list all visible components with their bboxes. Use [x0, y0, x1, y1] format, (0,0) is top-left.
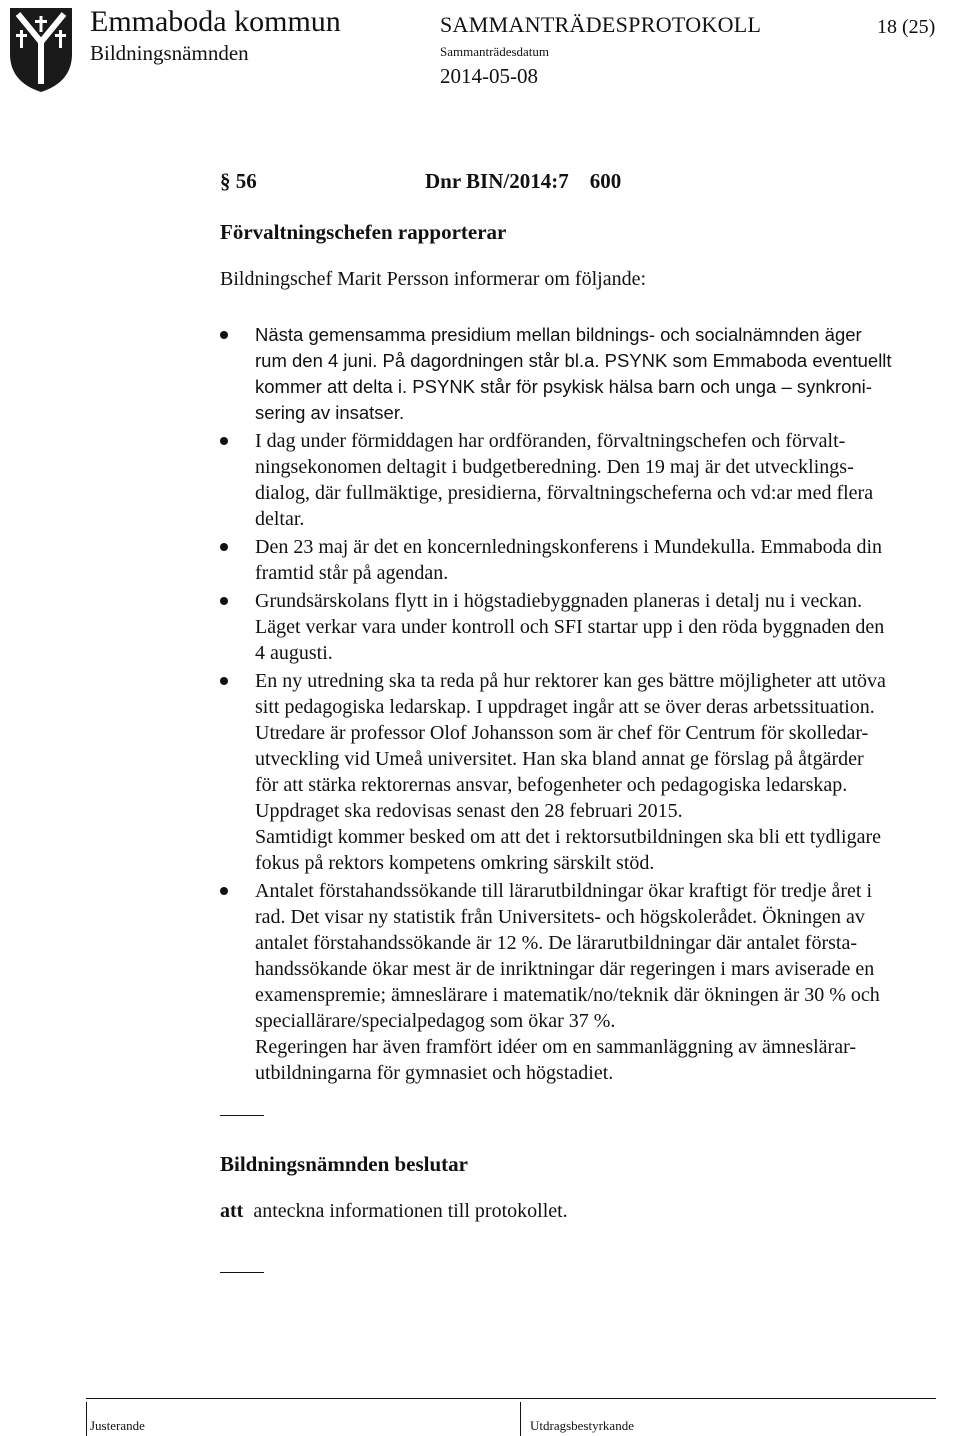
list-item-line: speciallärare/specialpedagog som ökar 37 %.	[255, 1010, 616, 1032]
decision-heading: Bildningsnämnden beslutar	[220, 1152, 469, 1176]
organization-name: Emmaboda kommun	[90, 5, 341, 38]
section-divider	[220, 1115, 264, 1116]
list-item-line: deltar.	[255, 508, 305, 530]
list-item-line: utbildningarna för gymnasiet och högstadiet.	[255, 1062, 614, 1084]
list-item	[255, 588, 955, 666]
document-type: SAMMANTRÄDESPROTOKOLL	[440, 12, 762, 37]
meeting-date-label: Sammanträdesdatum	[440, 44, 550, 59]
signature-box-divider	[86, 1402, 87, 1436]
list-item-line: antalet förstahandssökande är 12 %. De lärarutbildningar där antalet första-	[255, 932, 857, 954]
list-item-line: Regeringen har även framfört idéer om en sammanläggning av ämneslärar-	[255, 1036, 857, 1058]
coat-of-arms-icon	[6, 4, 76, 94]
list-item	[255, 428, 955, 532]
bullet-icon	[220, 887, 228, 895]
list-item-line: rad. Det visar ny statistik från Universitets- och högskolerådet. Ökningen av	[255, 906, 865, 928]
list-item-line: framtid står på agendan.	[255, 562, 449, 584]
decision-keyword: att	[220, 1200, 244, 1222]
signature-box-divider	[520, 1402, 521, 1436]
decision-text	[220, 1200, 568, 1223]
list-item-line: Grundsärskolans flytt in i högstadiebyggnaden planeras i detalj nu i veckan.	[255, 590, 863, 612]
list-item-line: utveckling vid Umeå universitet. Han ska bland annat ge förslag på åtgärder	[255, 748, 864, 770]
list-item	[255, 322, 955, 426]
list-item-line: En ny utredning ska ta reda på hur rektorer kan ges bättre möjligheter att utöva	[255, 670, 886, 692]
list-item-line: för att stärka rektorernas ansvar, befogenheter och pedagogiska ledarskap.	[255, 774, 848, 796]
list-item-line: kommer att delta i. PSYNK står för psykisk hälsa barn och unga – synkroni-	[255, 376, 872, 397]
list-item-line: dialog, där fullmäktige, presidierna, förvaltningscheferna och vd:ar med flera	[255, 482, 874, 504]
list-item-line: Antalet förstahandssökande till lärarutbildningar ökar kraftigt för tredje året i	[255, 880, 873, 902]
section-title: Förvaltningschefen rapporterar	[220, 220, 507, 244]
list-item-line: Nästa gemensamma presidium mellan bildnings- och socialnämnden äger	[255, 324, 862, 345]
list-item-line: I dag under förmiddagen har ordföranden, förvaltningschefen och förvalt-	[255, 430, 846, 452]
bullet-icon	[220, 543, 228, 551]
utdragsbestyrkande-label: Utdragsbestyrkande	[530, 1418, 634, 1433]
list-item-line: sering av insatser.	[255, 402, 405, 423]
bullet-icon	[220, 677, 228, 685]
list-item-line: sitt pedagogiska ledarskap. I uppdraget ingår att se över deras arbetssituation.	[255, 696, 875, 718]
list-item	[255, 534, 955, 586]
dnr-number: Dnr BIN/2014:7 600	[425, 169, 622, 193]
list-item-line: Uppdraget ska redovisas senast den 28 februari 2015.	[255, 800, 683, 822]
bullet-icon	[220, 437, 228, 445]
bullet-icon	[220, 331, 228, 339]
list-item-line: Samtidigt kommer besked om att det i rektorsutbildningen ska bli ett tydligare	[255, 826, 881, 848]
list-item-line: 4 augusti.	[255, 642, 333, 664]
list-item-line: Läget verkar vara under kontroll och SFI startar upp i den röda byggnaden den	[255, 616, 885, 638]
list-item-line: fokus på rektors kompetens omkring särskilt stöd.	[255, 852, 655, 874]
bullet-list	[255, 322, 955, 1088]
page-number: 18 (25)	[877, 16, 936, 38]
list-item-line: rum den 4 juni. På dagordningen står bl.a. PSYNK som Emmaboda eventuellt	[255, 350, 892, 371]
section-heading	[220, 169, 622, 194]
paragraph-number: § 56	[220, 169, 257, 193]
list-item-line: Utredare är professor Olof Johansson som är chef för Centrum för skolledar-	[255, 722, 869, 744]
decision-body: anteckna informationen till protokollet.	[253, 1200, 568, 1222]
list-item-line: Den 23 maj är det en koncernledningskonferens i Mundekulla. Emmaboda din	[255, 536, 883, 558]
footer-line	[86, 1398, 936, 1399]
bullet-icon	[220, 597, 228, 605]
meeting-date: 2014-05-08	[440, 64, 538, 88]
intro-text: Bildningschef Marit Persson informerar om följande:	[220, 268, 647, 290]
list-item-line: handssökande ökar mest är de inriktningar där regeringen i mars aviserade en	[255, 958, 875, 980]
section-divider	[220, 1272, 264, 1273]
list-item	[255, 668, 955, 876]
list-item	[255, 878, 955, 1086]
department-name: Bildningsnämnden	[90, 41, 249, 65]
list-item-line: examenspremie; ämneslärare i matematik/no/teknik där ökningen är 30 % och	[255, 984, 880, 1006]
justerande-label: Justerande	[90, 1418, 145, 1433]
list-item-line: ningsekonomen deltagit i budgetberedning. Den 19 maj är det utvecklings-	[255, 456, 854, 478]
